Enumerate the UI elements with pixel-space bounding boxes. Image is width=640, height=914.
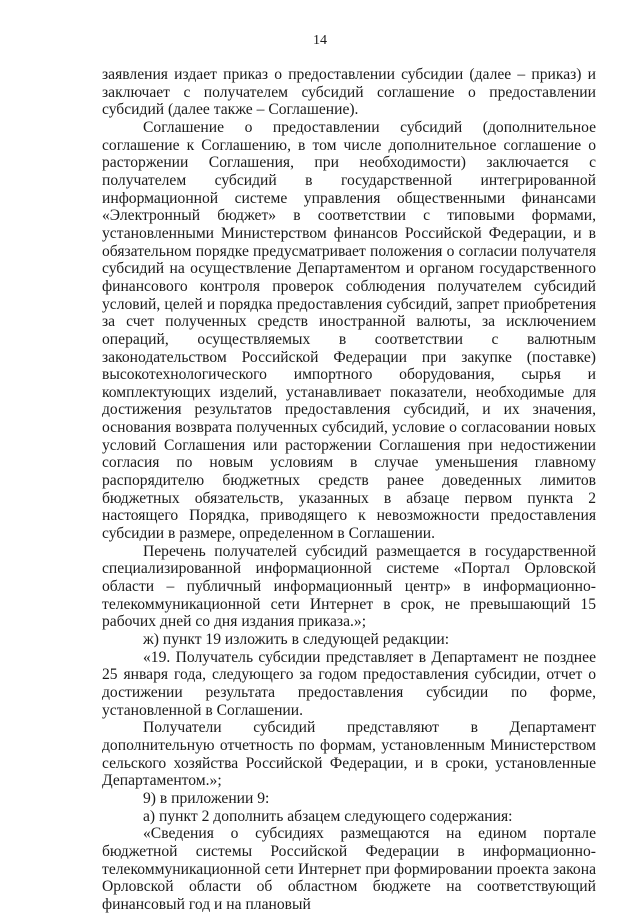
paragraph-2: Соглашение о предоставлении субсидий (дополнительное соглашение к Соглашению, в том числе дополнительное соглашение о расторжении Соглашения, при необходимости) заключается с получателем субсидий в государственной интегрированной информационной системе управления общественными финансами «Электронный бюджет» в соответствии с типовыми формами, установленными Министерством финансов Российской Федерации, и в обязательном порядке предусматривает положения о согласии получателя субсидий на осуществление Департаментом и органом государственного финансового контроля проверок соблюдения получателем субсидий условий, целей и порядка предоставления субсидий, запрет приобретения за счет полученных средств иностранной валюты, за исключением операций, осуществляемых в соответствии с валютным законодательством Российской Федерации при закупке (поставке) высокотехнологического импортного оборудования, сырья и комплектующих изделий, устанавливает показатели, необходимые для достижения результатов предоставления субсидий, и их значения, основания возврата полученных субсидий, условие о согласовании новых условий Соглашения или расторжении Соглашения при недостижении согласия по новым условиям в случае уменьшения главному распорядителю бюджетных средств ранее доведенных лимитов бюджетных обязательств, указанных в абзаце первом пункта 2 настоящего Порядка, приводящего к невозможности предоставления субсидии в размере, определенном в Соглашении. xyxy=(102,118,596,543)
paragraph-1: заявления издает приказ о предоставлении субсидии (далее – приказ) и заключает с получателем субсидий соглашение о предоставлении субсидий (далее также – Соглашение). xyxy=(102,66,596,119)
page-number: 14 xyxy=(313,33,327,48)
paragraph-9: «Сведения о субсидиях размещаются на едином портале бюджетной системы Российской Федерации в информационно-телекоммуникационной сети Интернет при формировании проекта закона Орловской области об областном бюджете на соответствующий финансовый год и на плановый xyxy=(102,825,596,913)
paragraph-8: а) пункт 2 дополнить абзацем следующего содержания: xyxy=(143,807,513,825)
document-body xyxy=(102,66,596,914)
paragraph-6: Получатели субсидий представляют в Департамент дополнительную отчетность по формам, установленным Министерством сельского хозяйства Российской Федерации, и в сроки, установленные Департаментом.»; xyxy=(102,719,596,790)
paragraph-4: ж) пункт 19 изложить в следующей редакции: xyxy=(143,631,450,648)
paragraph-5: «19. Получатель субсидии представляет в Департамент не позднее 25 января года, следующего за годом предоставления субсидии, отчет о достижении результата предоставления субсидии по форме, установленной в Соглашении. xyxy=(102,648,596,719)
paragraph-7: 9) в приложении 9: xyxy=(143,789,270,807)
paragraph-3: Перечень получателей субсидий размещается в государственной специализированной информационной системе «Портал Орловской области – публичный информационный центр» в информационно-телекоммуникационной сети Интернет в срок, не превышающий 15 рабочих дней со дня издания приказа.»; xyxy=(102,542,596,631)
